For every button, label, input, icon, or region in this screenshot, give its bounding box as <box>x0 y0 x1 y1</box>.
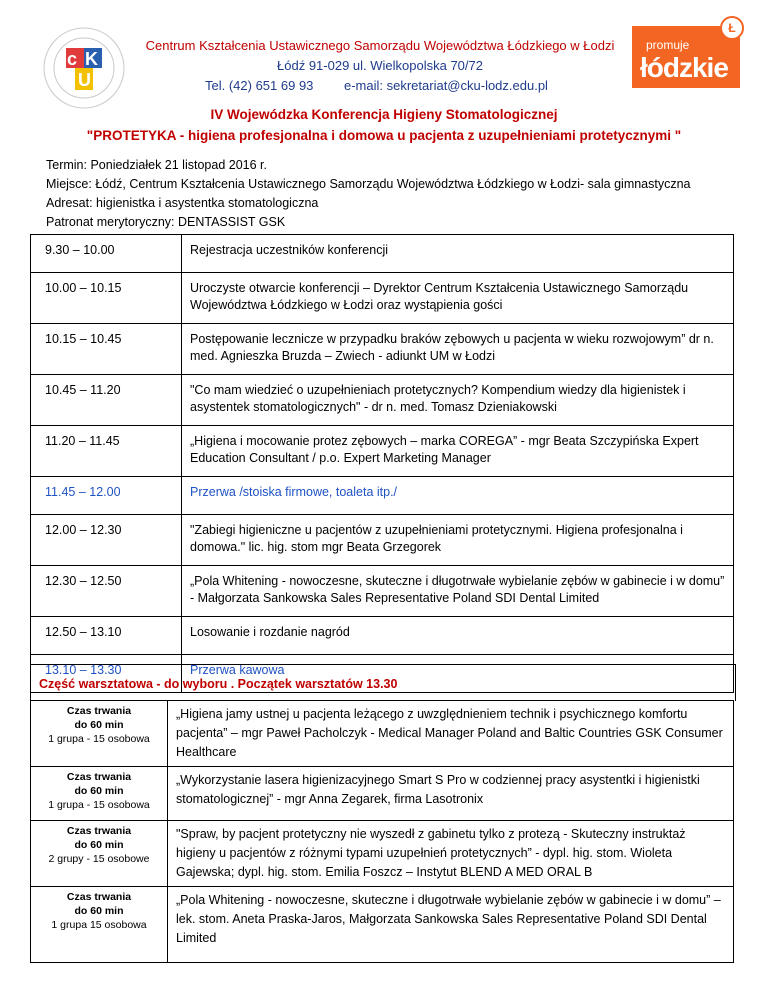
duration-cell <box>31 887 168 963</box>
group-size: 1 grupa - 15 osobowa <box>48 733 150 745</box>
table-row <box>31 477 734 515</box>
workshop-desc: „Pola Whitening - nowoczesne, skuteczne i długotrwałe wybielanie zębów w gabinecie i w domu” – lek. stom. Aneta Praska-Jaros, Małgorzata Sankowska Sales Representative Poland SDI Dental Limited <box>168 887 734 963</box>
time-cell: 10.45 – 11.20 <box>31 375 182 426</box>
workshop-heading-box <box>30 664 736 701</box>
time-cell: 12.00 – 12.30 <box>31 515 182 566</box>
info-patronat: Patronat merytoryczny: DENTASSIST GSK <box>46 215 286 229</box>
duration-value: do 60 min <box>74 905 124 917</box>
time-cell: 9.30 – 10.00 <box>31 235 182 273</box>
duration-label: Czas trwania <box>66 891 132 903</box>
time-cell: 11.45 – 12.00 <box>31 477 182 515</box>
desc-cell: Rejestracja uczestników konferencji <box>182 235 734 273</box>
schedule-table <box>30 234 734 693</box>
desc-cell: „Pola Whitening - nowoczesne, skuteczne i długotrwałe wybielanie zębów w gabinecie i w domu” - Małgorzata Sankowska Sales Representative Poland SDI Dental Limited <box>182 566 734 617</box>
currency-icon: Ł <box>720 16 744 40</box>
logo-big-text: łódzkie <box>640 52 728 83</box>
desc-cell: Losowanie i rozdanie nagród <box>182 617 734 655</box>
svg-text:K: K <box>85 49 98 69</box>
table-row <box>31 426 734 477</box>
workshop-desc: "Spraw, by pacjent protetyczny nie wyszedł z gabinetu tylko z protezą - Skuteczny instruktaż higieny u pacjentów z różnymi typami uzupełnień protetycznych” - dypl. hig. stom. Wioleta Gajewska; dypl. hig. stom. Emilia Foszcz – Instytut BLEND A MED ORAL B <box>168 821 734 887</box>
desc-cell: "Zabiegi higieniczne u pacjentów z uzupełnieniami protetycznymi. Higiena profesjonalna i domowa." lic. hig. stom mgr Beata Grzegorek <box>182 515 734 566</box>
info-termin: Termin: Poniedziałek 21 listopad 2016 r. <box>46 158 267 172</box>
workshop-heading: Część warsztatowa - do wyboru . Początek warsztatów 13.30 <box>39 677 398 691</box>
table-row <box>31 617 734 655</box>
group-size: 1 grupa - 15 osobowa <box>48 799 150 811</box>
table-row <box>31 235 734 273</box>
table-row <box>31 821 734 887</box>
cku-logo <box>40 24 128 112</box>
svg-text:c: c <box>67 49 78 69</box>
duration-value: do 60 min <box>74 785 124 797</box>
table-row <box>31 375 734 426</box>
time-cell: 13.10 – 13.30 <box>31 655 182 693</box>
desc-cell: Postępowanie lecznicze w przypadku braków zębowych u pacjenta w wieku rozwojowym” dr n. med. Agnieszka Bruzda – Zwiech - adiunkt UM w Łodzi <box>182 324 734 375</box>
table-row <box>31 515 734 566</box>
time-cell: 12.50 – 13.10 <box>31 617 182 655</box>
time-cell: 12.30 – 12.50 <box>31 566 182 617</box>
duration-cell <box>31 701 168 767</box>
duration-label: Czas trwania <box>66 825 132 837</box>
duration-cell <box>31 767 168 821</box>
table-row <box>31 887 734 963</box>
info-miejsce: Miejsce: Łódź, Centrum Kształcenia Ustawicznego Samorządu Województwa Łódzkiego w Łodzi- sala gimnastyczna <box>46 177 691 191</box>
desc-cell: Uroczyste otwarcie konferencji – Dyrektor Centrum Kształcenia Ustawicznego Samorządu Województwa Łódzkiego w Łodzi oraz wystąpienia gości <box>182 273 734 324</box>
svg-text:U: U <box>78 70 91 90</box>
duration-cell <box>31 821 168 887</box>
info-adresat: Adresat: higienistka i asystentka stomatologiczna <box>46 196 319 210</box>
workshop-desc: „Wykorzystanie lasera higienizacyjnego Smart S Pro w codziennej pracy asystentki i higienistki stomatologicznej” - mgr Anna Zegarek, firma Lasotronix <box>168 767 734 821</box>
conference-subtitle: "PROTETYKA - higiena profesjonalna i domowa u pacjenta z uzupełnieniami protetycznymi " <box>86 128 682 143</box>
org-address: Łódź 91-029 ul. Wielkopolska 70/72 <box>277 58 483 73</box>
group-size: 1 grupa 15 osobowa <box>51 919 147 931</box>
promuje-lodzkie-logo <box>632 21 740 88</box>
table-row <box>31 324 734 375</box>
duration-value: do 60 min <box>74 719 124 731</box>
workshops-table <box>30 700 734 963</box>
time-cell: 10.15 – 10.45 <box>31 324 182 375</box>
time-cell: 11.20 – 11.45 <box>31 426 182 477</box>
table-row <box>31 701 734 767</box>
logo-small-text: promuje <box>646 38 690 52</box>
table-row <box>31 273 734 324</box>
time-cell: 10.00 – 10.15 <box>31 273 182 324</box>
group-size: 2 grupy - 15 osobowe <box>48 853 150 865</box>
table-row <box>31 767 734 821</box>
desc-cell: "Co mam wiedzieć o uzupełnieniach protetycznych? Kompendium wiedzy dla higienistek i asystentek stomatologicznych" - dr n. med. Tomasz Dzieniakowski <box>182 375 734 426</box>
workshop-desc: „Higiena jamy ustnej u pacjenta leżącego z uwzględnieniem technik i psychicznego komfortu pacjenta” – mgr Paweł Pacholczyk - Medical Manager Poland and Baltic Countries GSK Consumer Healthcare <box>168 701 734 767</box>
desc-cell: Przerwa kawowa <box>182 655 734 693</box>
duration-value: do 60 min <box>74 839 124 851</box>
table-row <box>31 566 734 617</box>
duration-label: Czas trwania <box>66 705 132 717</box>
org-name: Centrum Kształcenia Ustawicznego Samorządu Województwa Łódzkiego w Łodzi <box>145 38 615 53</box>
desc-cell: „Higiena i mocowanie protez zębowych – marka COREGA” - mgr Beata Szczypińska Expert Education Consultant / p.o. Expert Marketing Manager <box>182 426 734 477</box>
org-phone: Tel. (42) 651 69 93 <box>205 78 314 93</box>
conference-title: IV Wojewódzka Konferencja Higieny Stomatologicznej <box>210 107 558 122</box>
org-email[interactable]: e-mail: sekretariat@cku-lodz.edu.pl <box>344 78 548 93</box>
desc-cell: Przerwa /stoiska firmowe, toaleta itp./ <box>182 477 734 515</box>
duration-label: Czas trwania <box>66 771 132 783</box>
